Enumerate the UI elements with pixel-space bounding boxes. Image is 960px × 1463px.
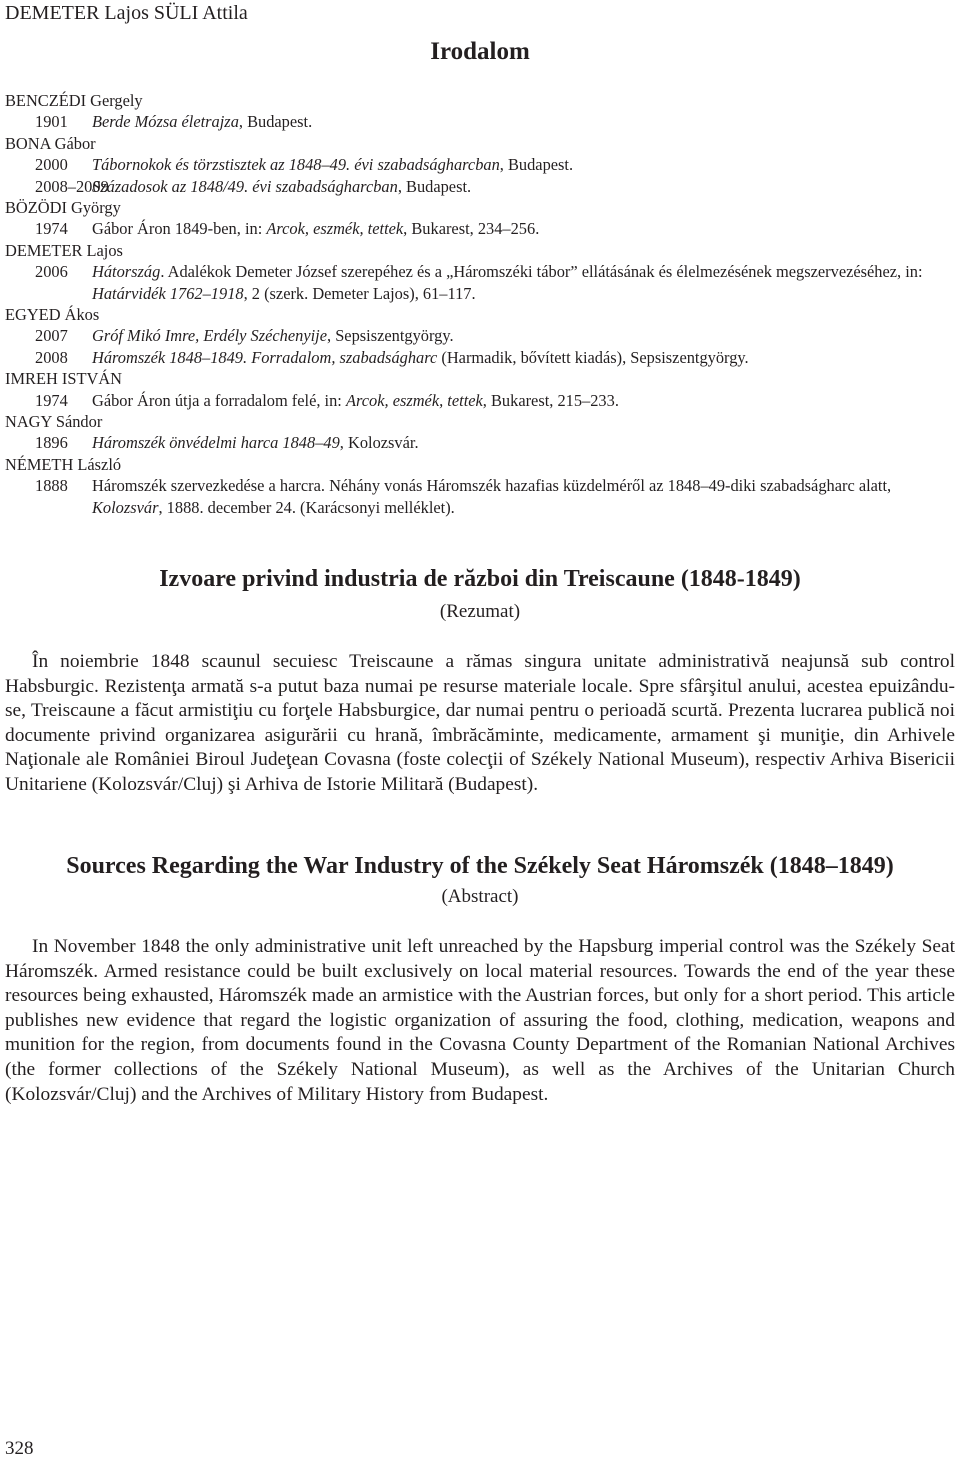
reference-author: EGYED Ákos — [5, 305, 100, 324]
running-head: DEMETER Lajos SÜLI Attila — [5, 2, 248, 24]
reference-list — [5, 90, 955, 518]
reference-author: BÖZÖDI György — [5, 198, 121, 217]
reference-entry — [5, 261, 955, 304]
reference-author: BENCZÉDI Gergely — [5, 91, 143, 110]
reference-year: 1896 — [35, 433, 68, 453]
reference-title-italic: Háromszék 1848–1849. Forradalom, szabadságharc — [92, 347, 438, 367]
reference-entry — [5, 347, 955, 368]
reference-year: 1974 — [35, 390, 68, 410]
reference-title-italic: Határvidék 1762–1918 — [92, 283, 244, 303]
reference-year: 1888 — [35, 476, 68, 496]
reference-year: 1974 — [35, 219, 68, 239]
reference-author: IMREH ISTVÁN — [5, 369, 123, 389]
literature-title: Irodalom — [430, 38, 530, 65]
rezumat-body: În noiembrie 1848 scaunul secuiesc Treiscaune a rămas singura unitate administrativă neajunsă sub control Habsburgic. Rezistenţa armată s-a putut baza numai pe resurse materiale locale. Spre sfârşitul anului, acestea epuizându-se, Treiscaune a făcut armistiţiu cu forţele Habsburgice, dar numai pentru o perioadă scurtă. Prezenta lucrarea publică noi documente privind organizarea asigurării cu hrană, îmbrăcăminte, medicamente, armament şi muniţie, din Arhivele Naţionale ale României Biroul Judeţean Covasna (foste colecţii of Székely National Museum), respectiv Arhiva Bisericii Unitariene (Kolozsvár/Cluj) şi Arhiva de Istorie Militară (Budapest). — [5, 651, 955, 795]
reference-text: , Sepsiszentgyörgy. — [327, 326, 454, 346]
reference-title-italic: Kolozsvár — [92, 497, 159, 517]
reference-entry — [5, 390, 955, 411]
abstract-body: In November 1848 the only administrative unit left unreached by the Hapsburg imperial control was the Székely Seat Háromszék. Armed resistance could be built exclusively on local material resources. Towards the end of the year these resources being exhausted, Háromszék made an armistice with the Austrian forces, but only for a short period. This article publishes new evidence that regard the logistic organization of assuring the food, clothing, medication, weapons and munition for the region, from documents found in the Covasna County Department of the Romanian National Archives (the former collections of the Székely National Museum), as well as the Archives of the Unitarian Church (Kolozsvár/Cluj) and the Archives of Military History from Budapest. — [5, 936, 955, 1105]
reference-author: NAGY Sándor — [5, 412, 103, 431]
page-number: 328 — [5, 1438, 34, 1459]
reference-text: , Bukarest, 234–256. — [403, 219, 540, 239]
abstract-title: Sources Regarding the War Industry of the Székely Seat Háromszék (1848–1849) — [66, 853, 894, 879]
reference-title-italic: Arcok, eszmék, tettek — [345, 390, 483, 410]
reference-title-italic: Berde Mózsa életrajza — [92, 112, 239, 132]
reference-entry — [5, 111, 955, 132]
reference-text: , 1888. december 24. (Karácsonyi melléklet). — [158, 497, 455, 517]
reference-year: 2000 — [35, 155, 68, 175]
reference-year: 1901 — [35, 112, 68, 132]
reference-year: 2008 — [35, 347, 68, 367]
reference-text: Gábor Áron 1849-ben, in: — [92, 219, 267, 239]
reference-year: 2006 — [35, 262, 68, 282]
reference-title-italic: Hátország — [92, 262, 161, 282]
rezumat-title: Izvoare privind industria de război din Treiscaune (1848-1849) — [159, 566, 801, 592]
reference-title-italic: Háromszék önvédelmi harca 1848–49 — [92, 433, 340, 453]
reference-text: Gábor Áron útja a forradalom felé, in: — [92, 390, 346, 410]
reference-entry — [5, 154, 955, 175]
reference-title-italic: Tábornokok és törzstisztek az 1848–49. évi szabadságharcban — [92, 155, 500, 175]
reference-entry — [5, 325, 955, 346]
rezumat-subtitle: (Rezumat) — [439, 601, 521, 622]
reference-text: , Budapest. — [238, 112, 313, 132]
reference-text: , Budapest. — [499, 155, 574, 175]
reference-entry — [5, 218, 955, 239]
abstract-subtitle: (Abstract) — [441, 886, 519, 907]
reference-author: BONA Gábor — [5, 133, 96, 153]
reference-text: , 2 (szerk. Demeter Lajos), 61–117. — [243, 283, 476, 303]
reference-text: , Kolozsvár. — [339, 433, 419, 453]
reference-text: , Bukarest, 215–233. — [482, 390, 619, 410]
reference-title-italic: Gróf Mikó Imre, Erdély Széchenyije — [92, 326, 327, 346]
reference-entry — [5, 475, 955, 518]
reference-text: Háromszék szervezkedése a harcra. Néhány vonás Háromszék hazafias küzdelméről az 1848–49-diki szabadságharc alatt, — [92, 476, 892, 496]
reference-entry — [5, 176, 955, 197]
reference-author: DEMETER Lajos — [5, 240, 123, 260]
reference-title-italic: Arcok, eszmék, tettek — [266, 219, 404, 239]
reference-year: 2008–2009 — [35, 176, 109, 196]
reference-title-italic: Századosok az 1848/49. évi szabadságharcban — [92, 176, 398, 196]
reference-text: . Adalékok Demeter József szerepéhez és a „Háromszéki tábor” ellátásának és élelmezésének megszervezéséhez, in: — [160, 262, 923, 282]
reference-author: NÉMETH László — [5, 454, 122, 474]
reference-year: 2007 — [35, 326, 68, 346]
reference-text: (Harmadik, bővített kiadás), Sepsiszentgyörgy. — [437, 347, 749, 367]
reference-entry — [5, 432, 955, 453]
reference-text: , Budapest. — [397, 176, 472, 196]
